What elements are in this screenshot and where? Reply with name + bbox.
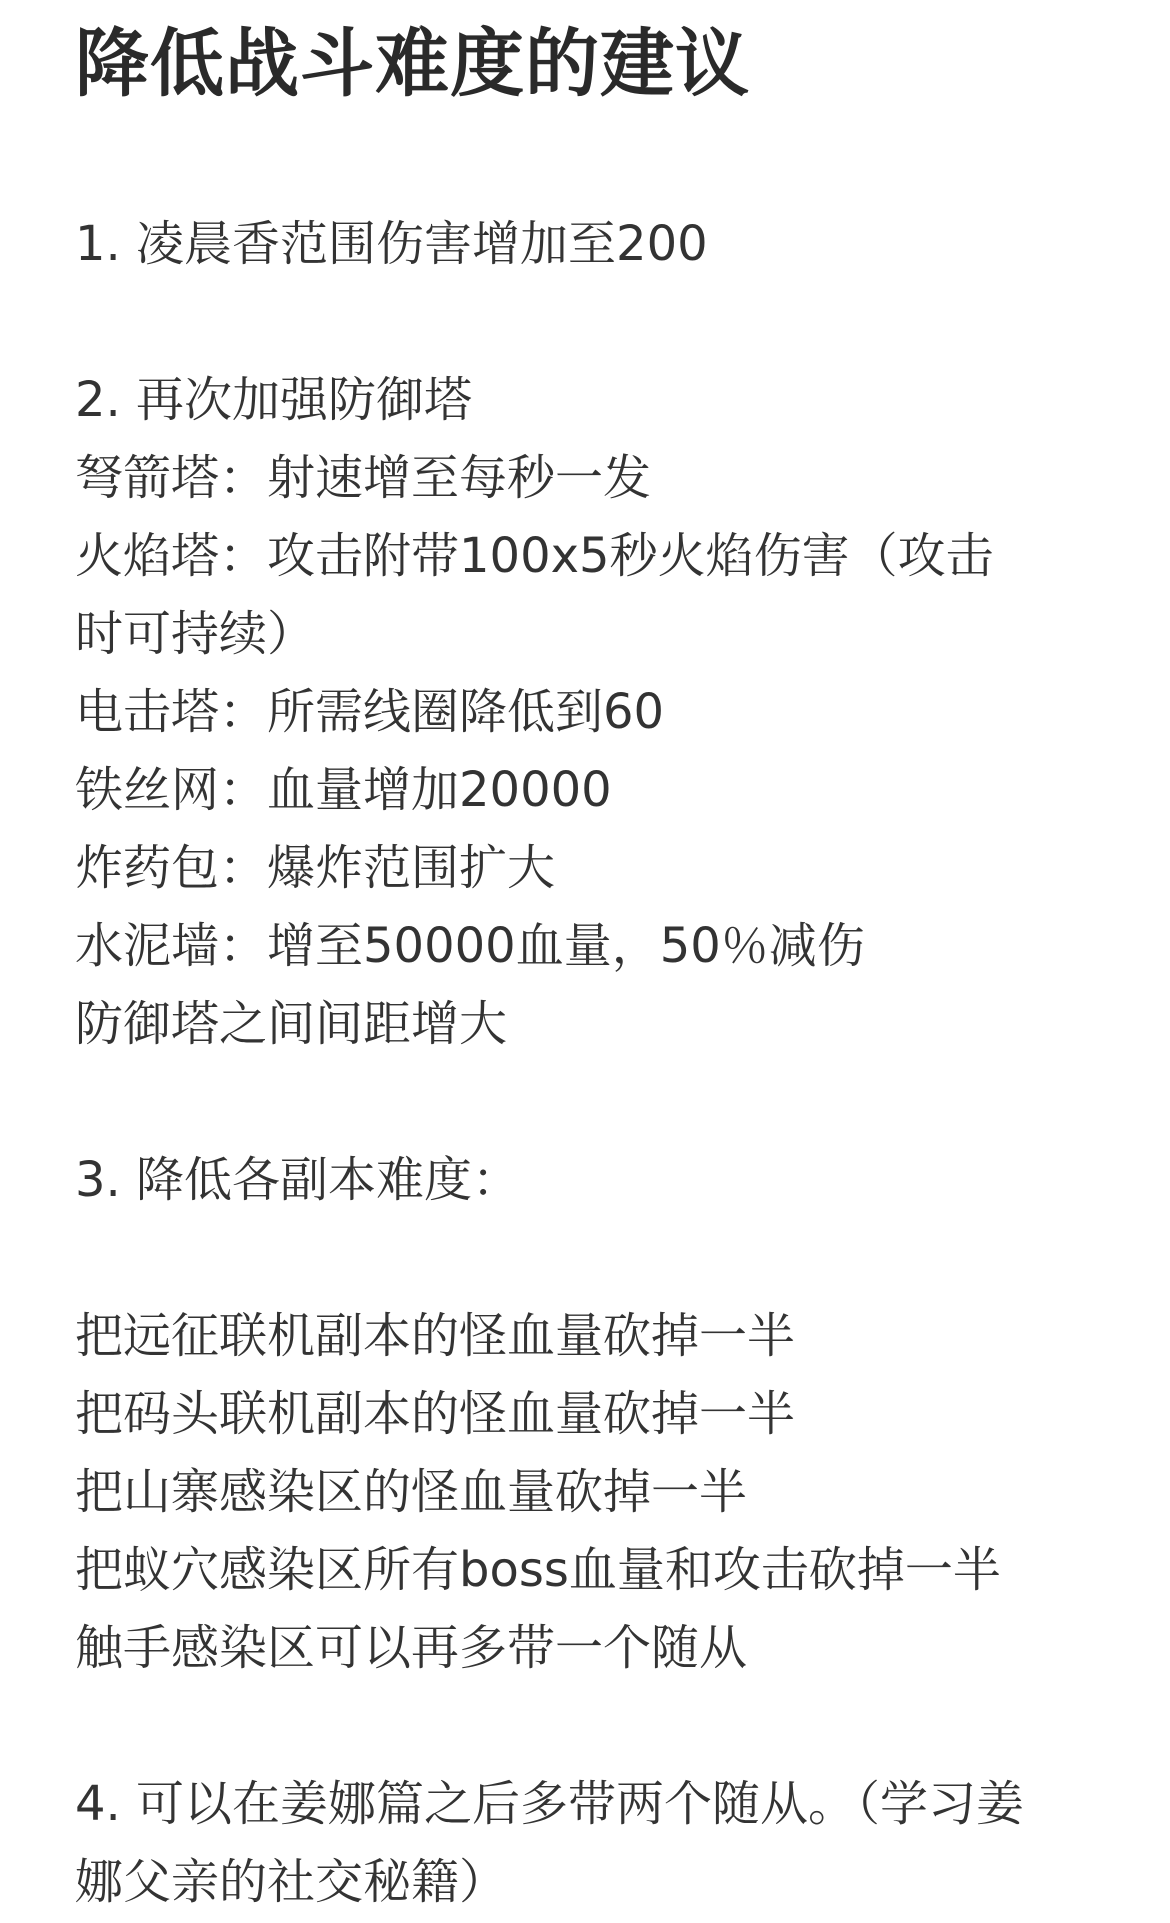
tower-spacing-line: 防御塔之间间距增大	[75, 996, 508, 1052]
dungeon-line: 把蚁穴感染区所有boss血量和攻击砍掉一半	[75, 1542, 1001, 1598]
section-spacer	[75, 1687, 1075, 1765]
crossbow-tower-line: 弩箭塔：射速增至每秒一发	[75, 450, 652, 506]
suggestion-3-heading: 3. 降低各副本难度：	[75, 1152, 521, 1208]
suggestion-1-heading: 1. 凌晨香范围伤害增加至200	[75, 216, 708, 272]
dungeon-line: 把山寨感染区的怪血量砍掉一半	[75, 1464, 748, 1520]
dungeon-line: 把远征联机副本的怪血量砍掉一半	[75, 1308, 796, 1364]
flame-tower-line: 火焰塔：攻击附带100x5秒火焰伤害（攻击	[75, 528, 994, 584]
page-title: 降低战斗难度的建议	[75, 21, 750, 107]
section-spacer	[75, 283, 1075, 361]
section-spacer	[75, 1063, 1075, 1141]
cement-wall-line: 水泥墙：增至50000血量，50％减伤	[75, 918, 865, 974]
suggestion-2-heading: 2. 再次加强防御塔	[75, 372, 473, 428]
flame-tower-line-continued: 时可持续）	[75, 606, 316, 662]
dungeon-line: 把码头联机副本的怪血量砍掉一半	[75, 1386, 796, 1442]
suggestion-4-heading: 4. 可以在姜娜篇之后多带两个随从。（学习姜	[75, 1776, 1025, 1832]
electric-tower-line: 电击塔：所需线圈降低到60	[75, 684, 665, 740]
explosive-pack-line: 炸药包：爆炸范围扩大	[75, 840, 556, 896]
section-spacer	[75, 1219, 1075, 1297]
dungeon-line: 触手感染区可以再多带一个随从	[75, 1620, 748, 1676]
suggestion-4-heading-continued: 娜父亲的社交秘籍）	[75, 1854, 508, 1910]
barbed-wire-line: 铁丝网：血量增加20000	[75, 762, 612, 818]
document-body	[75, 205, 1075, 1921]
